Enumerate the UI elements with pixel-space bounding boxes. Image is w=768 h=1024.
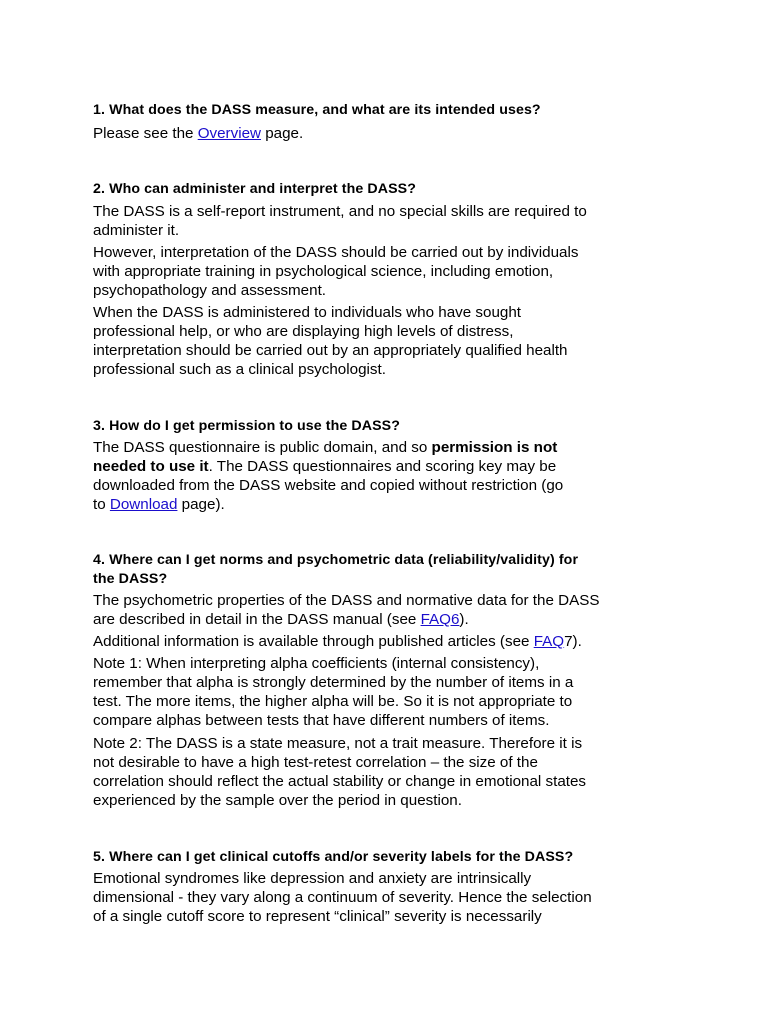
answer-3-bold: needed to use it: [93, 458, 209, 475]
answer-3-text: page).: [177, 496, 225, 513]
question-4-heading: the DASS?: [93, 571, 168, 587]
question-4-heading: 4. Where can I get norms and psychometric data (reliability/validity) for: [93, 552, 579, 568]
answer-2-line: interpretation should be carried out by an appropriately qualified health: [93, 342, 568, 359]
question-3-heading: 3. How do I get permission to use the DASS?: [93, 418, 401, 434]
answer-2-line: However, interpretation of the DASS should be carried out by individuals: [93, 244, 579, 261]
answer-5-line: dimensional - they vary along a continuum of severity. Hence the selection: [93, 889, 592, 906]
answer-3-line: [93, 457, 693, 476]
answer-2-line: The DASS is a self-report instrument, and no special skills are required to: [93, 203, 587, 220]
question-2-heading: 2. Who can administer and interpret the DASS?: [93, 181, 416, 197]
answer-4-line: [93, 610, 693, 629]
answer-2-line: When the DASS is administered to individuals who have sought: [93, 304, 522, 321]
question-1-heading: 1. What does the DASS measure, and what are its intended uses?: [93, 102, 541, 118]
answer-2-line: administer it.: [93, 222, 180, 239]
overview-link[interactable]: Overview: [197, 125, 261, 142]
answer-1-text-after: page.: [261, 125, 304, 142]
answer-3-line: [93, 438, 693, 457]
answer-5-line: of a single cutoff score to represent “clinical” severity is necessarily: [93, 908, 542, 925]
answer-4-line: [93, 632, 693, 651]
note-2-line: experienced by the sample over the period in question.: [93, 792, 462, 809]
note-1-line: remember that alpha is strongly determined by the number of items in a: [93, 674, 574, 691]
answer-1-text: [93, 124, 693, 143]
answer-2-line: with appropriate training in psychological science, including emotion,: [93, 263, 554, 280]
answer-2-line: psychopathology and assessment.: [93, 282, 327, 299]
answer-4-line: The psychometric properties of the DASS and normative data for the DASS: [93, 592, 600, 609]
note-2-line: correlation should reflect the actual stability or change in emotional states: [93, 773, 587, 790]
answer-4-text: 7).: [564, 633, 582, 650]
note-1-line: test. The more items, the higher alpha will be. So it is not appropriate to: [93, 693, 573, 710]
answer-5-line: Emotional syndromes like depression and anxiety are intrinsically: [93, 870, 532, 887]
note-1-line: Note 1: When interpreting alpha coefficients (internal consistency),: [93, 655, 540, 672]
answer-3-text: . The DASS questionnaires and scoring key may be: [208, 458, 557, 475]
answer-3-text: The DASS questionnaire is public domain, and so: [93, 439, 432, 456]
faq7-link[interactable]: FAQ: [533, 633, 565, 650]
answer-1-text-before: Please see the: [93, 125, 198, 142]
question-5-heading: 5. Where can I get clinical cutoffs and/or severity labels for the DASS?: [93, 849, 574, 865]
answer-3-text: to: [93, 496, 110, 513]
answer-3-line: [93, 495, 693, 514]
answer-4-text: Additional information is available through published articles (see: [93, 633, 534, 650]
answer-4-text: are described in detail in the DASS manual (see: [93, 611, 421, 628]
answer-2-line: professional such as a clinical psychologist.: [93, 361, 386, 378]
answer-3-line: downloaded from the DASS website and copied without restriction (go: [93, 477, 564, 494]
note-1-line: compare alphas between tests that have different numbers of items.: [93, 712, 550, 729]
answer-3-bold: permission is not: [431, 439, 558, 456]
note-2-line: not desirable to have a high test-retest correlation – the size of the: [93, 754, 538, 771]
faq6-link[interactable]: FAQ6: [420, 611, 460, 628]
answer-4-text: ).: [459, 611, 469, 628]
download-link[interactable]: Download: [109, 496, 178, 513]
answer-2-line: professional help, or who are displaying high levels of distress,: [93, 323, 514, 340]
note-2-line: Note 2: The DASS is a state measure, not a trait measure. Therefore it is: [93, 735, 583, 752]
